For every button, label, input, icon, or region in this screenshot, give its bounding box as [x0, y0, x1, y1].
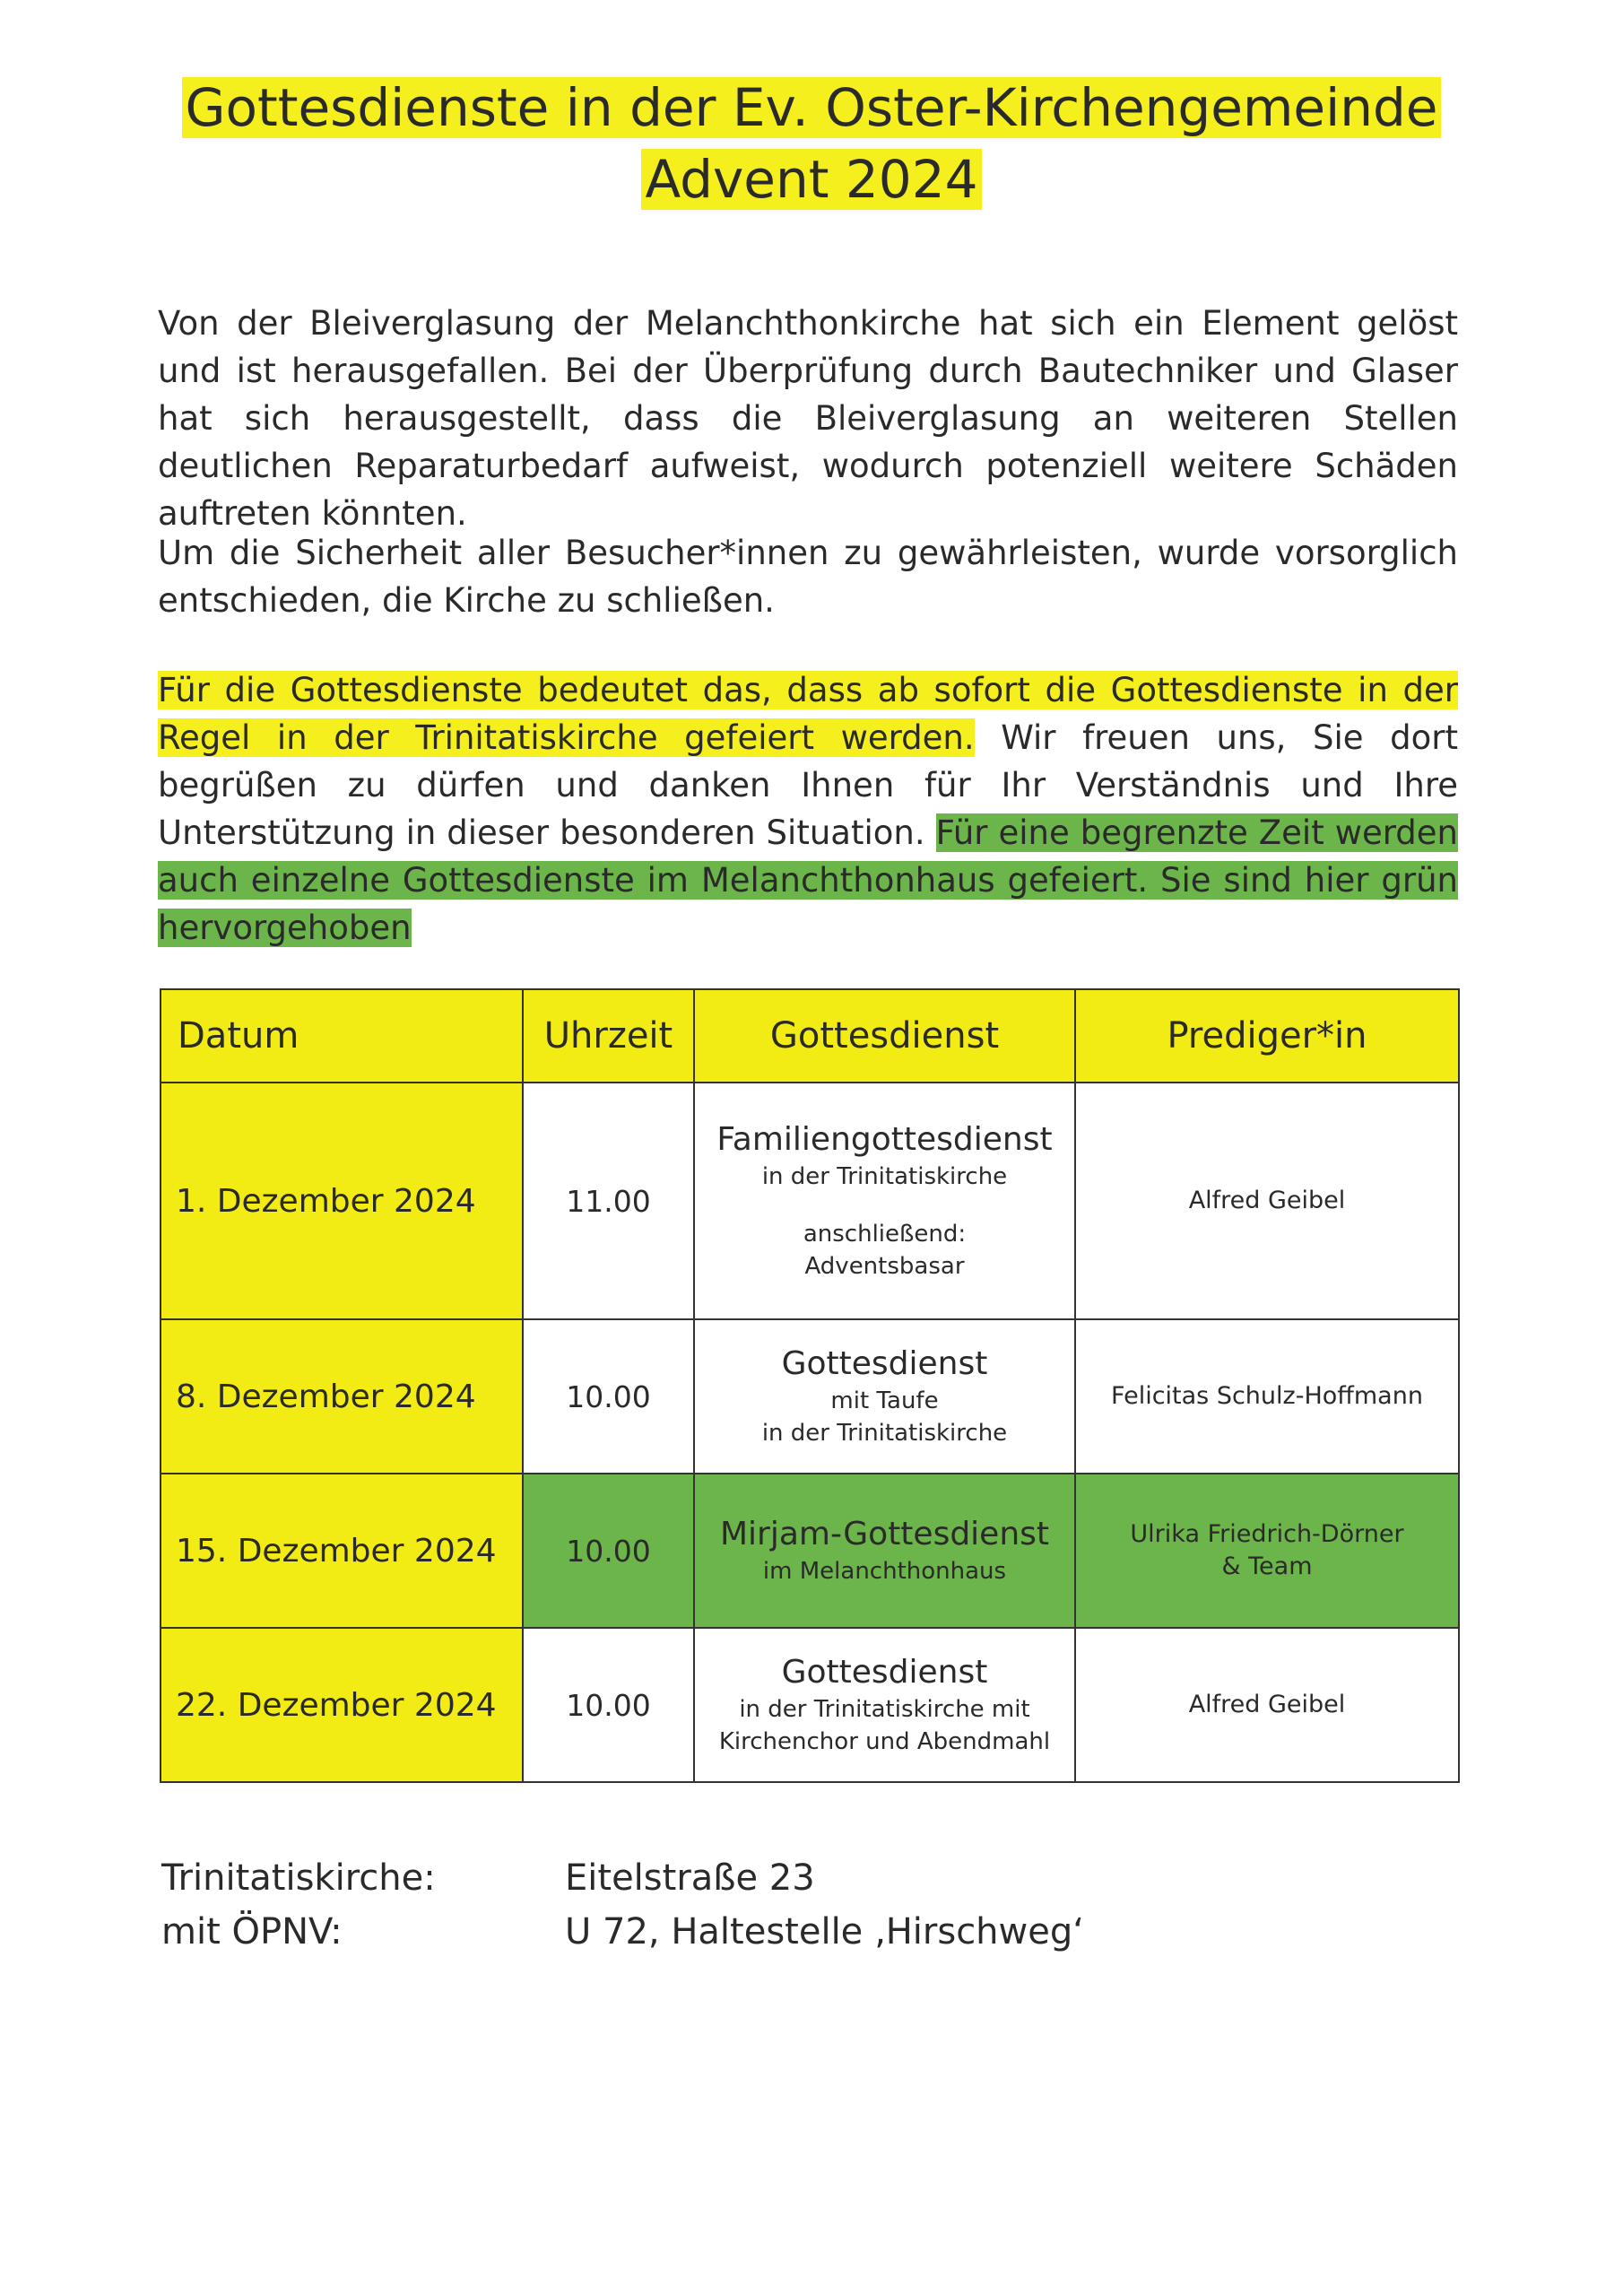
footer-label-church: Trinitatiskirche:	[161, 1857, 436, 1899]
service-detail: mit Taufe	[830, 1387, 939, 1414]
service-title: Familiengottesdienst	[716, 1121, 1053, 1158]
time-cell: 10.00	[523, 1628, 694, 1782]
page-title	[0, 72, 1623, 215]
service-detail: in der Trinitatiskirche	[761, 1163, 1008, 1190]
preacher-name: Alfred Geibel	[1188, 1691, 1346, 1718]
date-cell: 22. Dezember 2024	[161, 1628, 523, 1782]
plain-text: Wir freuen uns, Sie dort begrüßen zu dürfen und danken Ihnen für Ihr Verständnis und Ihre Unterstützung in dieser besonderen Situation.	[158, 718, 1458, 852]
table-row	[161, 1319, 1459, 1474]
time-cell: 11.00	[523, 1083, 694, 1319]
table-row	[161, 1083, 1459, 1319]
header-date: Datum	[161, 989, 523, 1083]
service-cell	[694, 1083, 1075, 1319]
preacher-cell	[1075, 1628, 1459, 1782]
service-cell	[694, 1628, 1075, 1782]
service-detail: in der Trinitatiskirche mit	[739, 1696, 1030, 1723]
table-row	[161, 1628, 1459, 1782]
time-cell: 10.00	[523, 1474, 694, 1628]
service-detail: Adventsbasar	[804, 1253, 965, 1280]
footer-address: Eitelstraße 23	[565, 1857, 815, 1899]
service-detail: in der Trinitatiskirche	[761, 1420, 1008, 1447]
preacher-name: & Team	[1221, 1552, 1313, 1580]
title-line1: Gottesdienste in der Ev. Oster-Kirchengemeinde	[182, 77, 1442, 138]
footer-transit-info: U 72, Haltestelle ‚Hirschweg‘	[565, 1911, 1084, 1952]
service-detail: im Melanchthonhaus	[762, 1558, 1007, 1585]
yellow-highlight-text: Für die Gottesdienste bedeutet das, dass ab sofort die Gottesdienste in der Regel in der Trinitatiskirche gefeiert werden.	[158, 671, 1458, 757]
preacher-cell	[1075, 1474, 1459, 1628]
table-row	[161, 1474, 1459, 1628]
intro-paragraph-1: Von der Bleiverglasung der Melanchthonkirche hat sich ein Element gelöst und ist herausgefallen. Bei der Überprüfung durch Bautechniker und Glaser hat sich herausgestellt, dass die Bleiverglasung an weiteren Stellen deutlichen Reparaturbedarf aufweist, wodurch potenziell weitere Schäden auftreten könnten.	[158, 304, 1458, 533]
title-line2: Advent 2024	[641, 149, 981, 210]
date-cell: 15. Dezember 2024	[161, 1474, 523, 1628]
service-title: Gottesdienst	[781, 1654, 988, 1691]
preacher-cell	[1075, 1319, 1459, 1474]
header-preacher: Prediger*in	[1075, 989, 1459, 1083]
time-cell: 10.00	[523, 1319, 694, 1474]
service-cell	[694, 1474, 1075, 1628]
schedule-table	[160, 988, 1460, 1783]
preacher-cell	[1075, 1083, 1459, 1319]
preacher-name: Alfred Geibel	[1188, 1187, 1346, 1214]
preacher-name: Felicitas Schulz-Hoffmann	[1111, 1382, 1423, 1410]
header-service: Gottesdienst	[694, 989, 1075, 1083]
preacher-name: Ulrika Friedrich-Dörner	[1130, 1520, 1404, 1548]
date-cell: 8. Dezember 2024	[161, 1319, 523, 1474]
table-header-row	[161, 989, 1459, 1083]
header-time: Uhrzeit	[523, 989, 694, 1083]
date-cell: 1. Dezember 2024	[161, 1083, 523, 1319]
footer-label-transit: mit ÖPNV:	[161, 1911, 343, 1952]
service-title: Mirjam-Gottesdienst	[719, 1516, 1050, 1552]
intro-paragraph-3	[158, 666, 1458, 952]
green-highlight-text: Für eine begrenzte Zeit werden auch einzelne Gottesdienste im Melanchthonhaus gefeiert. Sie sind hier grün hervorgehoben	[158, 813, 1458, 947]
intro-paragraph-2: Um die Sicherheit aller Besucher*innen zu gewährleisten, wurde vorsorglich entschieden, die Kirche zu schließen.	[158, 534, 1458, 620]
service-detail: Kirchenchor und Abendmahl	[718, 1728, 1051, 1755]
service-cell	[694, 1319, 1075, 1474]
service-detail: anschließend:	[803, 1221, 967, 1248]
service-title: Gottesdienst	[781, 1345, 988, 1382]
